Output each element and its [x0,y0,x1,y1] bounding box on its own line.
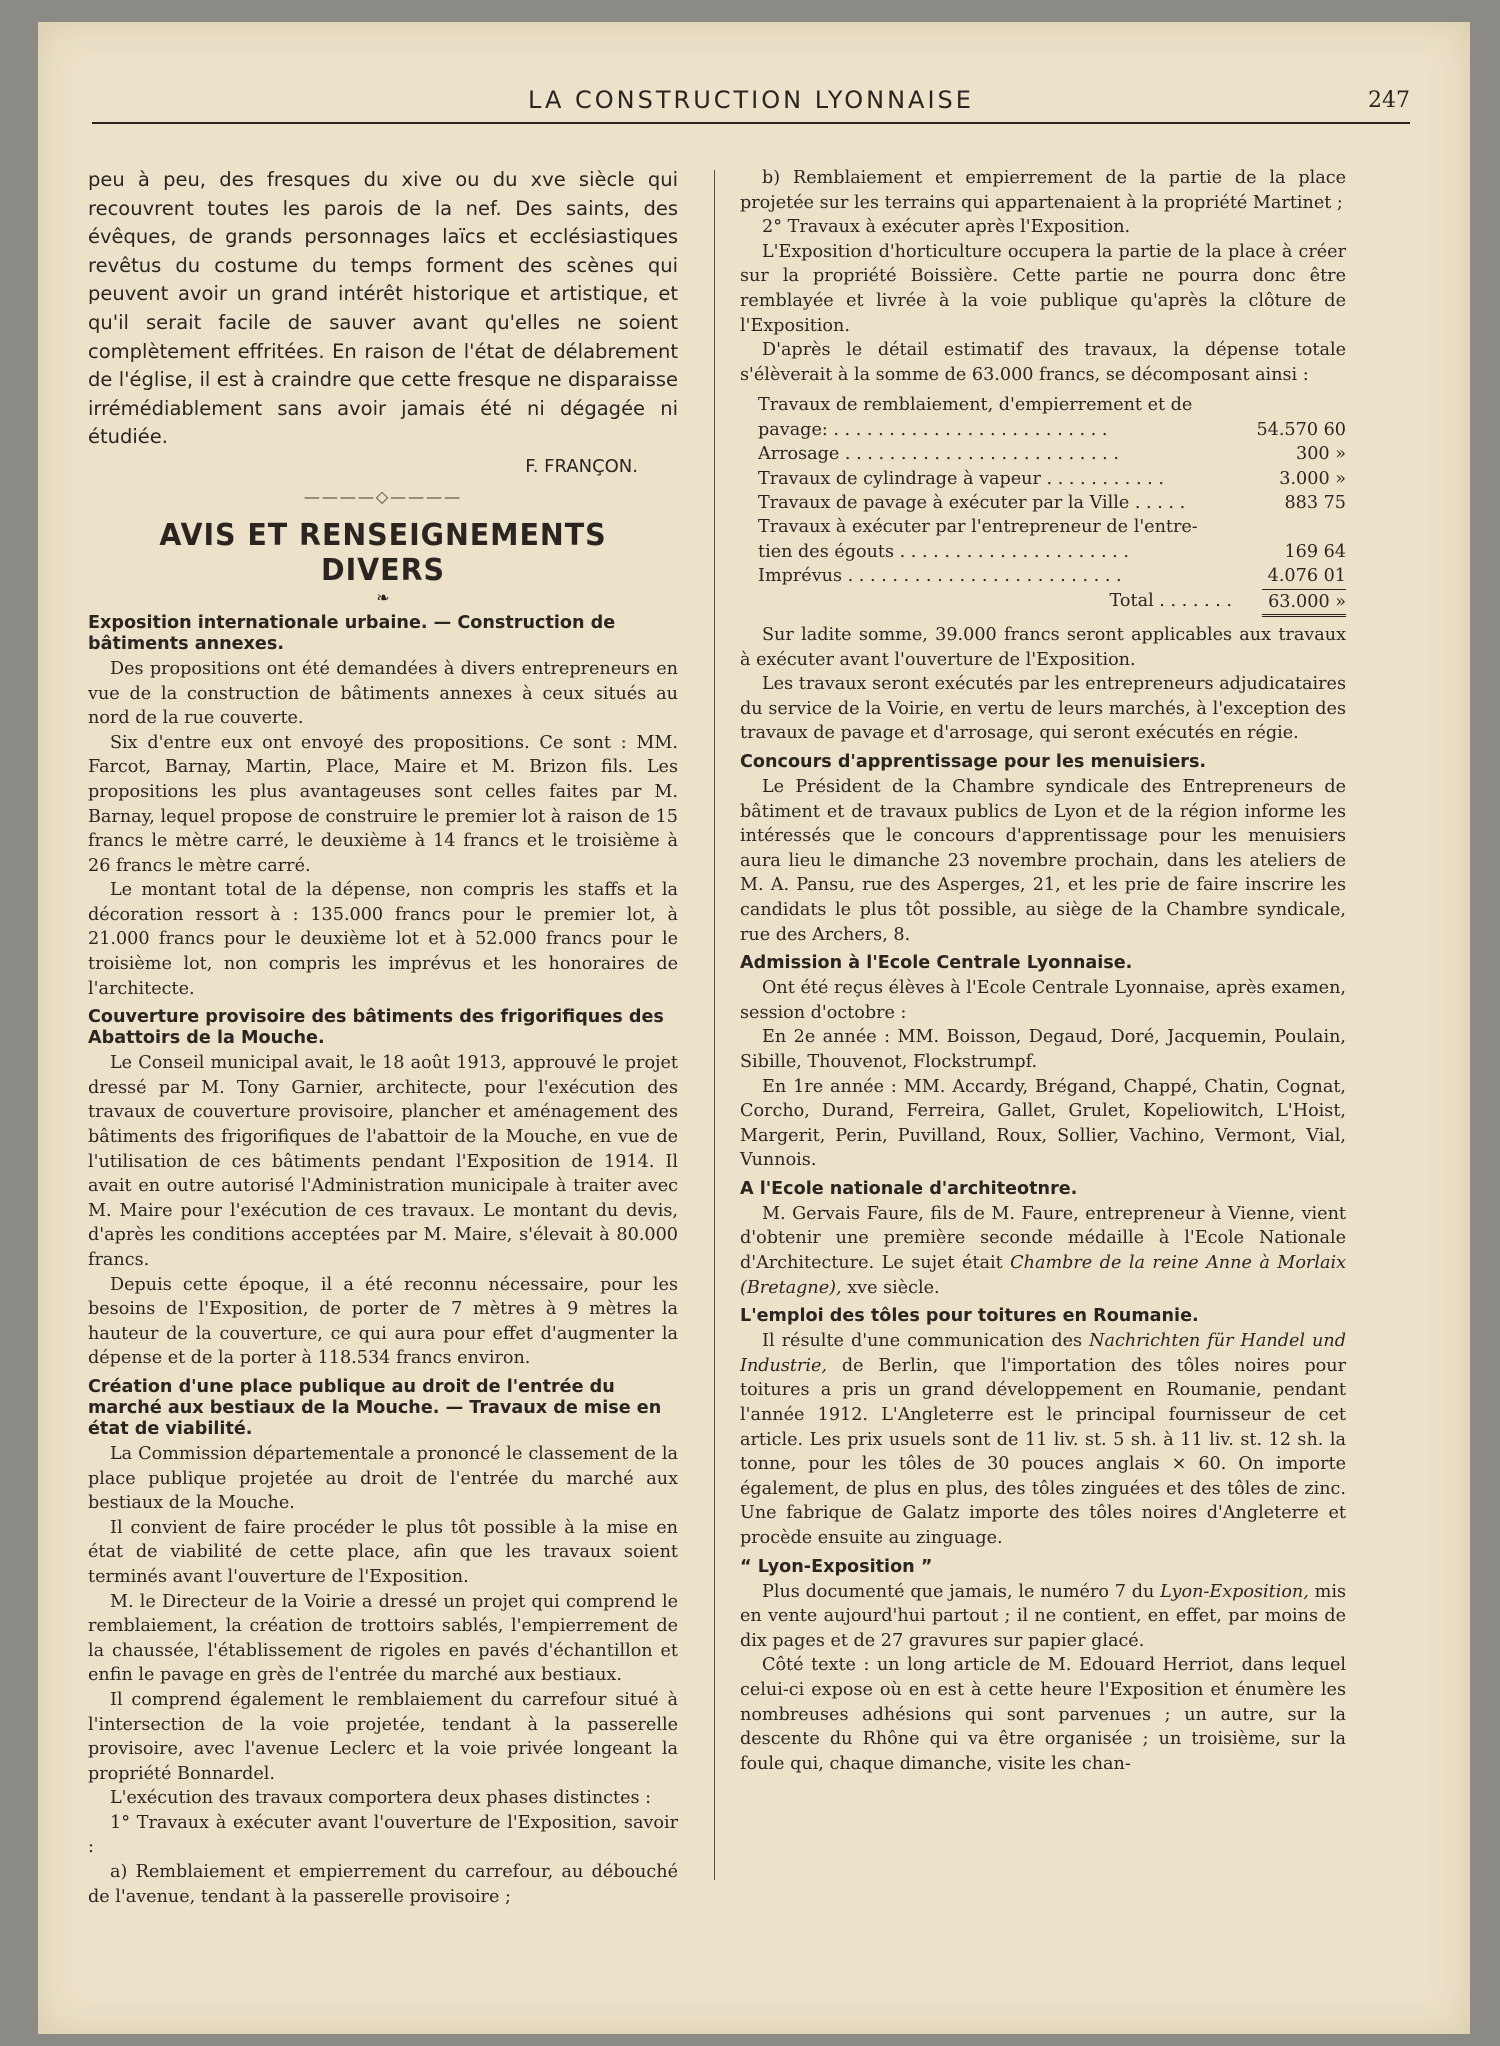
paragraph: Le montant total de la dépense, non compris les staffs et la décoration ressort à : 135.000 francs pour le premier lot, à 21.000 francs pour le deuxième lot et à 52.000 francs pour le troisième lot, non compris les imprévus et les honoraires de l'architecte. [88,880,678,999]
text-run: de Berlin, que l'importation des tôles noires pour toitures a pris un grand développement en Roumanie, pendant l'année 1912. L'Angleterre est le principal fournisseur de cet article. Les prix usuels sont de 11 liv. st. 5 sh. à 11 liv. st. 12 sh. la tonne, pour les tôles de 30 pouces anglais × 60. On importe également, de plus en plus, des tôles zinguées et des tôles de zinc. Une fabrique de Galatz importe des tôles noires d'Angleterre et procède ensuite au zinguage. [740,1355,1346,1548]
budget-row [758,418,1346,442]
paragraph: Six d'entre eux ont envoyé des propositions. Ce sont : MM. Farcot, Barnay, Martin, Place, Maire et M. Brizon fils. Les propositions les plus avantageuses sont celles faites par M. Barnay, lequel propose de construire le premier lot à raison de 15 francs le mètre carré, le deuxième à 14 francs et le troisième à 26 francs le mètre carré. [88,732,678,876]
right-column [740,166,1346,1776]
budget-amount [1254,515,1346,539]
text-run: Il résulte d'une communication des [762,1331,1090,1352]
paragraph [740,1329,1346,1550]
budget-row [758,442,1346,466]
budget-label: Travaux de cylindrage à vapeur . . . . . . . . . . . [758,468,1164,489]
paragraph: Sur ladite somme, 39.000 francs seront applicables aux travaux à exécuter avant l'ouverture de l'Exposition. [740,625,1346,670]
budget-amount: 169 64 [1284,541,1346,562]
total-label: Total . . . . . . . [1109,590,1232,611]
italic-title: Nachrichten für Handel und Industrie, [740,1331,1346,1376]
text-run: xve siècle. [841,1277,940,1298]
budget-row [758,393,1346,417]
text-run: mis en vente aujourd'hui partout ; il ne contient, en effet, par moins de dix pages et de 27 gravures sur papier glacé. [740,1581,1346,1651]
paragraph: Le Conseil municipal avait, le 18 août 1913, approuvé le projet dressé par M. Tony Garnier, architecte, pour l'exécution des travaux de couverture provisoire, plancher et aménagement des bâtiments des frigorifiques de l'abattoir de la Mouche, en vue de l'utilisation de ces bâtiments pendant l'Exposition de 1914. Il avait en outre autorisé l'Administration municipale à traiter avec M. Maire pour l'exécution de ces travaux. Le montant du devis, d'après les conditions acceptées par M. Maire, s'élevait à 80.000 francs. [88,1053,678,1270]
budget-total-row [758,589,1346,617]
paragraph: Côté texte : un long article de M. Edouard Herriot, dans lequel celui-ci expose où en est à cette heure l'Exposition et énumère les nombreuses adhésions qui sont parvenues ; un autre, sur la descente du Rhône qui va être organisée ; un troisième, sur la foule qui, chaque dimanche, visite les chan- [740,1655,1346,1774]
intro-paragraph: peu à peu, des fresques du xive ou du xve siècle qui recouvrent toutes les parois de la nef. Des saints, des évêques, de grands personnages laïcs et ecclésiastiques revêtus du costume du temps forment des scènes qui peuvent avoir un grand intérêt historique et artistique, et qu'il serait facile de sauver avant qu'elles ne soient complètement effritées. En raison de l'état de délabrement de l'église, il est à craindre que cette fresque ne disparaisse irrémédiablement sans avoir jamais été ni dégagée ni étudiée. [88,168,678,449]
signature: F. FRANÇON. [525,455,638,477]
budget-label: Travaux de pavage à exécuter par la Ville . . . . . [758,492,1186,513]
budget-row [758,491,1346,515]
text-run: M. Gervais Faure, fils de M. Faure, entrepreneur à Vienne, vient d'obtenir une première seconde médaille à l'Ecole Nationale d'Architecture. Le sujet était [740,1203,1346,1274]
budget-amount: 883 75 [1284,492,1346,513]
journal-title: LA CONSTRUCTION LYONNAISE [528,86,974,114]
paragraph: La Commission départementale a prononcé le classement de la place publique projetée au droit de l'entrée du marché aux bestiaux de la Mouche. [88,1443,678,1514]
article-heading: A l'Ecole nationale d'architeotnre. [740,1178,1078,1199]
paragraph: Des propositions ont été demandées à divers entrepreneurs en vue de la construction de bâtiments annexes à ceux situés au nord de la rue couverte. [88,658,678,729]
section-title: AVIS ET RENSEIGNEMENTS DIVERS [159,517,607,588]
budget-amount: 54.570 60 [1256,419,1346,440]
ornament-divider: ————◇———— [303,486,463,506]
running-header [92,66,1410,124]
paragraph: Les travaux seront exécutés par les entrepreneurs adjudicataires du service de la Voirie, en vertu de leurs marchés, à l'exception des travaux de pavage et d'arrosage, qui seront exécutés en régie. [740,674,1346,744]
paragraph: M. le Directeur de la Voirie a dressé un projet qui comprend le remblaiement, la création de trottoirs sablés, l'empierrement de la chaussée, l'établissement de rigoles en pavés d'échantillon et enfin le pavage en grès de l'entrée du marché aux bestiaux. [88,1591,678,1686]
text-run: Plus documenté que jamais, le numéro 7 du [762,1581,1161,1602]
article-heading: Admission à l'Ecole Centrale Lyonnaise. [740,953,1133,974]
paragraph: a) Remblaiement et empierrement du carrefour, au débouché de l'avenue, tendant à la passerelle provisoire ; [88,1862,678,1907]
paragraph: L'Exposition d'horticulture occupera la partie de la place à créer sur la propriété Boissière. Cette partie ne pourra donc être remblayée et livrée à la voie publique qu'après la clôture de l'Exposition. [740,241,1346,336]
leaf-ornament-icon: ❧ [376,587,390,607]
budget-row [758,564,1346,588]
paragraph: Le Président de la Chambre syndicale des Entrepreneurs de bâtiment et de travaux publics de Lyon et de la région informe les intéressés que le concours d'apprentissage pour les menuisiers aura lieu le dimanche 23 novembre prochain, dans les ateliers de M. A. Pansu, rue des Asperges, 21, et les prie de faire inscrire les candidats le plus tôt possible, au siège de la Chambre syndicale, rue des Archers, 8. [740,776,1346,945]
budget-row [758,540,1346,564]
budget-row [758,515,1346,539]
left-column [88,166,678,1909]
article-heading: Concours d'apprentissage pour les menuisiers. [740,751,1207,772]
paragraph: Il comprend également le remblaiement du carrefour situé à l'intersection de la voie projetée, tendant à la passerelle provisoire, avec l'avenue Leclerc et la voie privée longeant la propriété Bonnardel. [88,1689,678,1784]
budget-row [758,467,1346,491]
paragraph: D'après le détail estimatif des travaux, la dépense totale s'élèverait à la somme de 63.000 francs, se décomposant ainsi : [740,340,1346,385]
paragraph: Depuis cette époque, il a été reconnu nécessaire, pour les besoins de l'Exposition, de porter de 7 mètres à 9 mètres la hauteur de la couverture, ce qui aura pour effet d'augmenter la dépense et de la porter à 118.534 francs environ. [88,1274,678,1369]
budget-label: Arrosage . . . . . . . . . . . . . . . . . . . . . . . . . [758,444,1119,465]
article-heading: “ Lyon-Exposition ” [740,1556,933,1577]
paragraph [740,1202,1346,1300]
paragraph: L'exécution des travaux comportera deux phases distinctes : [110,1788,652,1809]
budget-label: Imprévus . . . . . . . . . . . . . . . . . . . . . . . . . [758,566,1122,587]
budget-label: pavage: . . . . . . . . . . . . . . . . . . . . . . . . . [758,419,1108,440]
budget-table [758,393,1346,617]
paragraph: En 2e année : MM. Boisson, Degaud, Doré, Jacquemin, Poulain, Sibille, Thouvenot, Flockstrumpf. [740,1027,1346,1072]
article-heading: Exposition internationale urbaine. — Construction de bâtiments annexes. [88,612,616,654]
paragraph: Ont été reçus élèves à l'Ecole Centrale Lyonnaise, après examen, session d'octobre : [740,978,1346,1023]
article-heading: L'emploi des tôles pour toitures en Roumanie. [740,1306,1199,1327]
budget-label: tien des égouts . . . . . . . . . . . . . . . . . . . . . [758,541,1129,562]
paragraph: Il convient de faire procéder le plus tôt possible à la mise en état de viabilité de cette place, afin que les travaux soient terminés avant l'ouverture de l'Exposition. [88,1517,678,1587]
italic-title: Lyon-Exposition, [1160,1581,1309,1602]
budget-label: Travaux à exécuter par l'entrepreneur de l'entre- [758,517,1198,538]
total-amount: 63.000 » [1262,589,1346,617]
paragraph: 2° Travaux à exécuter après l'Exposition. [762,217,1131,238]
budget-amount: 4.076 01 [1267,566,1346,587]
budget-label: Travaux de remblaiement, d'empierrement et de [758,395,1193,416]
column-divider [714,170,715,1880]
italic-title: Chambre de la reine Anne à Morlaix (Bretagne), [740,1253,1347,1298]
page-number: 247 [1368,88,1410,113]
paragraph: 1° Travaux à exécuter avant l'ouverture de l'Exposition, savoir : [88,1812,678,1858]
paragraph: En 1re année : MM. Accardy, Brégand, Chappé, Chatin, Cognat, Corcho, Durand, Ferreira, Gallet, Grulet, Kopeliowitch, L'Hoist, Margerit, Perin, Puvilland, Roux, Sollier, Vachino, Vermont, Vial, Vunnois. [740,1076,1346,1171]
budget-amount: 3.000 » [1279,468,1346,489]
paragraph [740,1580,1346,1654]
budget-amount [1254,393,1346,417]
budget-amount: 300 » [1296,444,1346,465]
paragraph: b) Remblaiement et empierrement de la partie de la place projetée sur les terrains qui appartenaient à la propriété Martinet ; [740,168,1346,213]
article-heading: Couverture provisoire des bâtiments des frigorifiques des Abattoirs de la Mouche. [88,1007,664,1049]
article-heading: Création d'une place publique au droit de l'entrée du marché aux bestiaux de la Mouche. — Travaux de mise en état de viabilité. [88,1376,662,1439]
